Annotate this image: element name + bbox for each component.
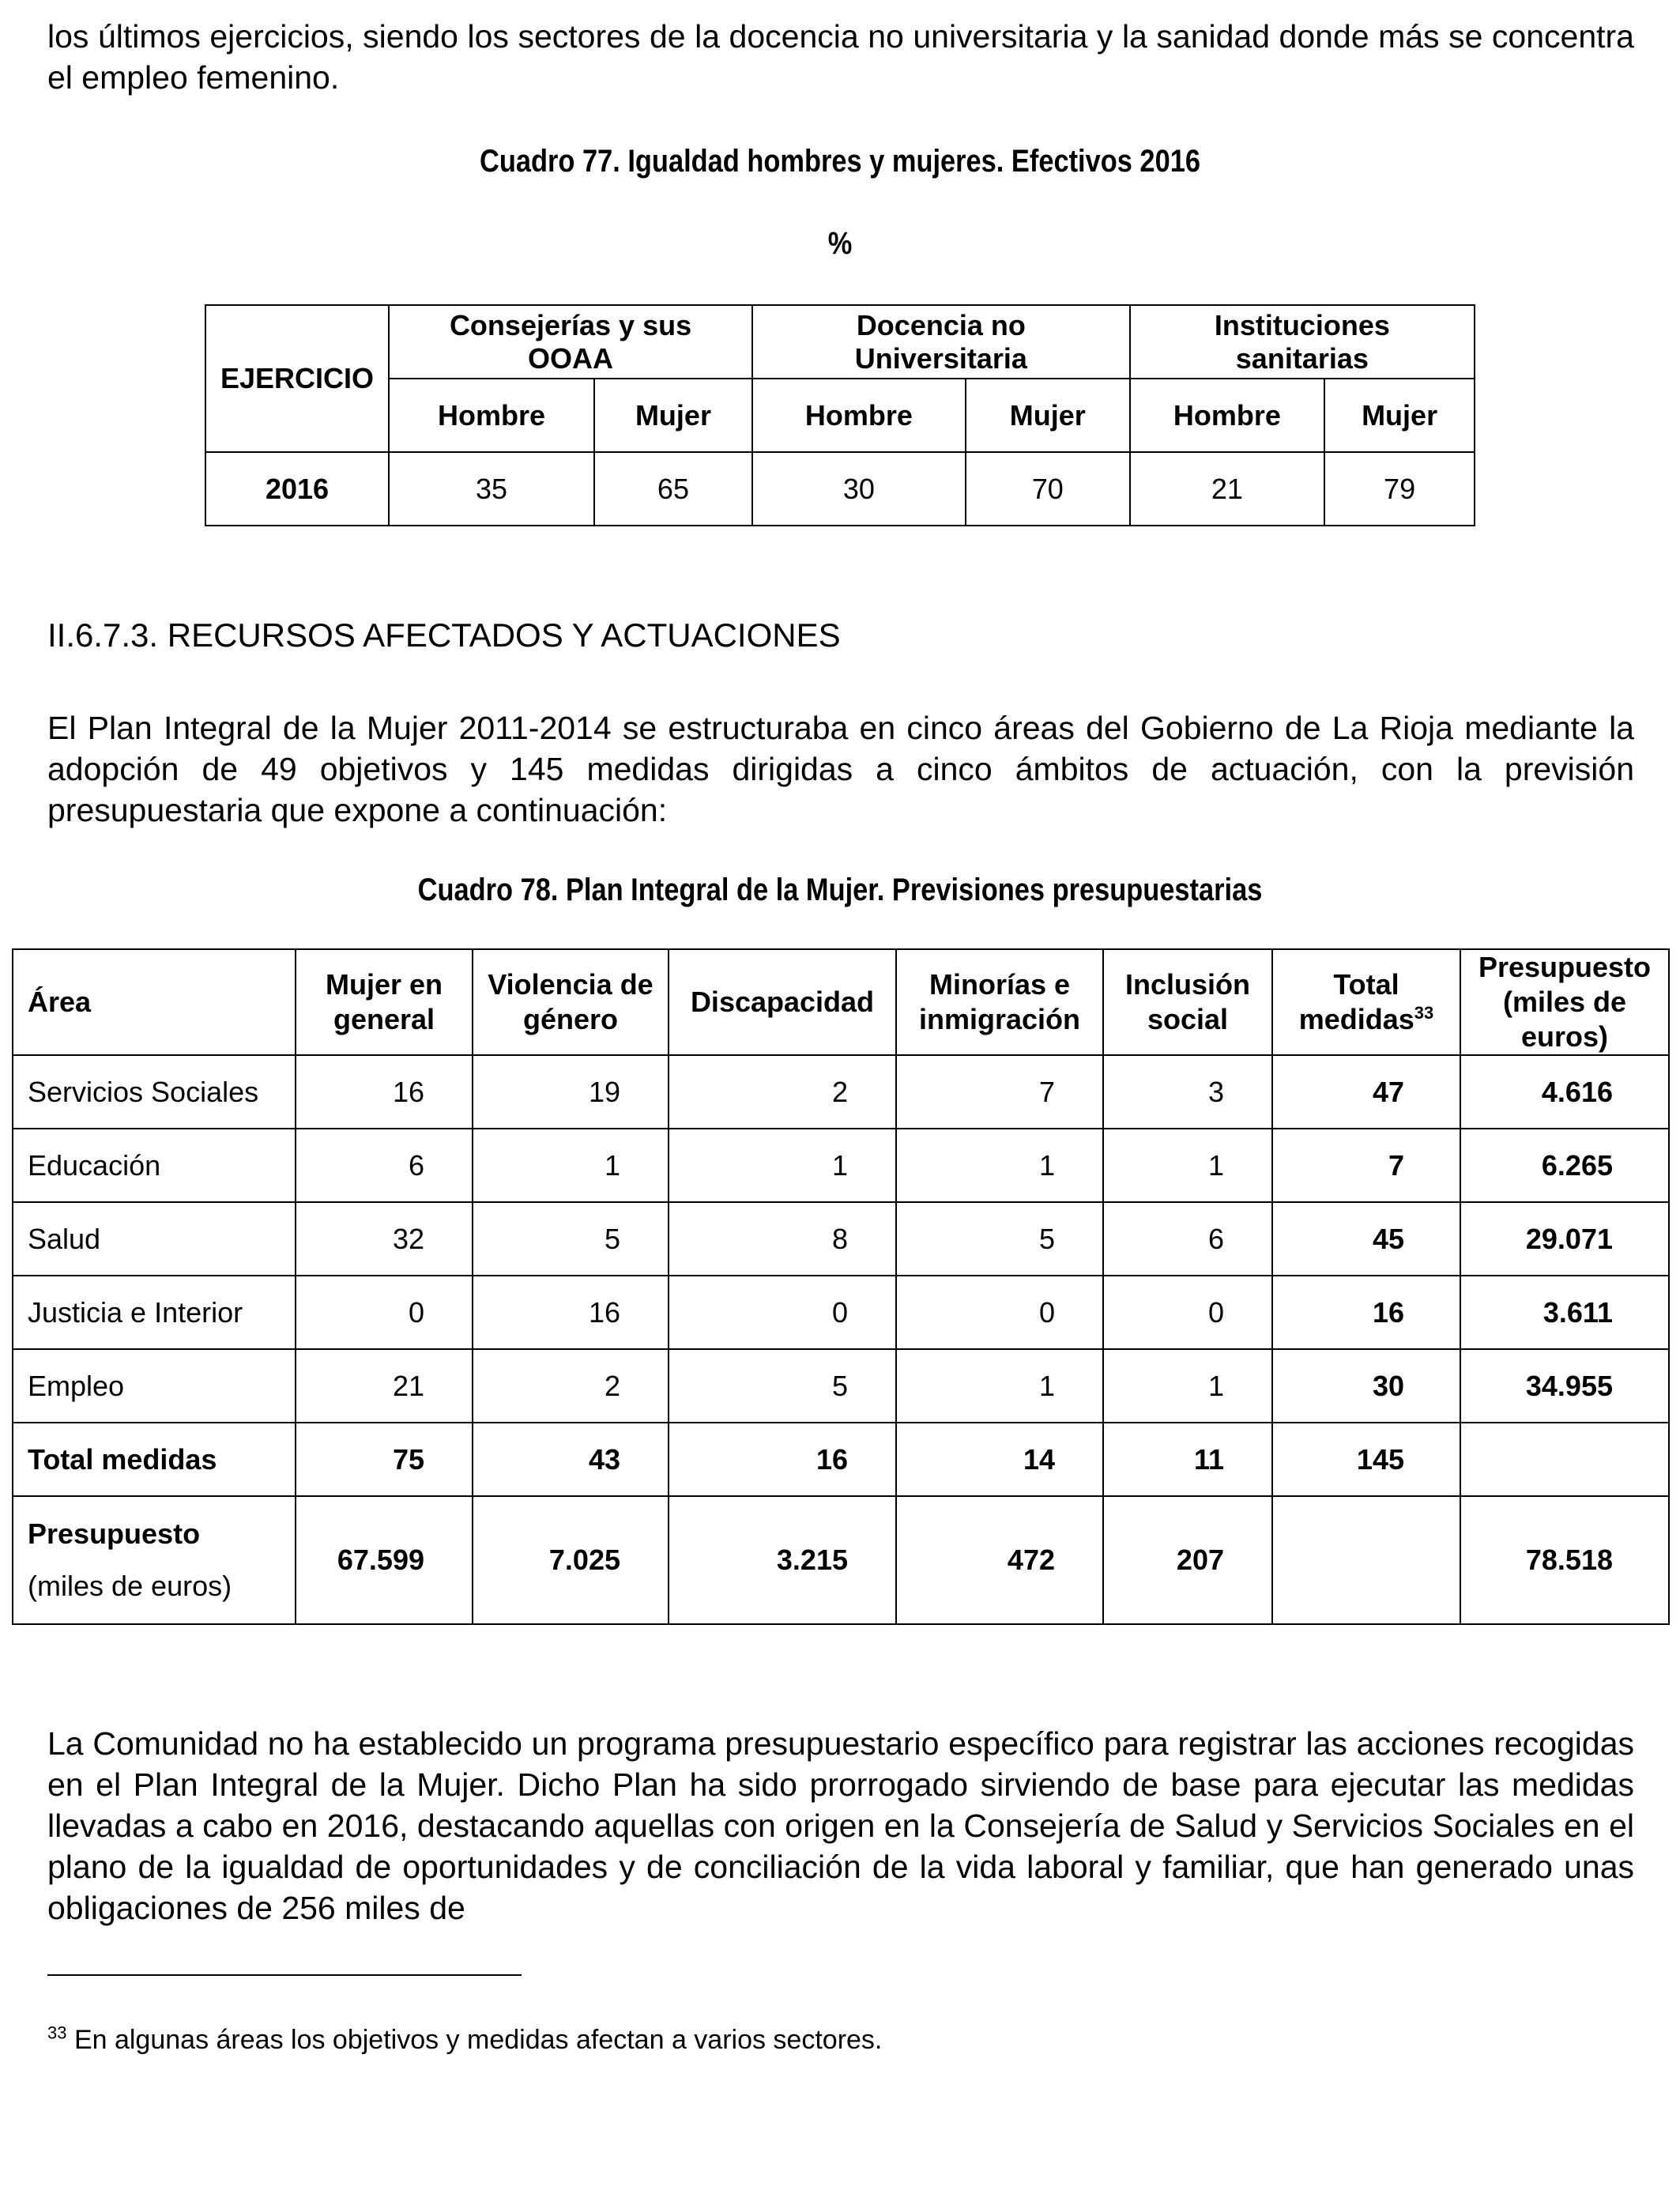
table77-group-header: Docencia no Universitaria [752, 305, 1130, 379]
table77-row-header: EJERCICIO [205, 305, 389, 452]
table78-cell: 16 [669, 1423, 896, 1496]
table78-presupuesto: 78.518 [1460, 1496, 1669, 1624]
table77-cell: 79 [1324, 452, 1475, 526]
table78-header-minorias: Minorías e inmigración [896, 949, 1103, 1055]
table78-total: 7 [1272, 1129, 1460, 1202]
table78 [12, 948, 1670, 1625]
table78-cell: 21 [296, 1349, 473, 1423]
table78-area: Salud [13, 1202, 296, 1276]
table78-presupuesto: 3.611 [1460, 1276, 1669, 1349]
table78-cell: 2 [473, 1349, 669, 1423]
table78-cell: 1 [1103, 1349, 1272, 1423]
table77-cell: 35 [389, 452, 594, 526]
table78-header-inclusion: Inclusión social [1103, 949, 1272, 1055]
table78-cell: 207 [1103, 1496, 1272, 1624]
table78-area: Justicia e Interior [13, 1276, 296, 1349]
table78-cell: 0 [669, 1276, 896, 1349]
table78-cell: 16 [473, 1276, 669, 1349]
table78-header-presupuesto: Presupuesto (miles de euros) [1460, 949, 1669, 1055]
table78-cell: 0 [1103, 1276, 1272, 1349]
table78-header-area: Área [13, 949, 296, 1055]
table77-sub-header: Mujer [1324, 379, 1475, 452]
table78-cell: 3 [1103, 1055, 1272, 1129]
table-row [13, 1129, 1669, 1202]
table78-cell: 11 [1103, 1423, 1272, 1496]
table-row [205, 452, 1475, 526]
paragraph-comunidad: La Comunidad no ha establecido un programa presupuestario específico para registrar las acciones recogidas en el Plan Integral de la Mujer. Dicho Plan ha sido prorrogado sirviendo de base para ejecutar las medidas llevadas a cabo en 2016, destacando aquellas con origen en la Consejería de Salud y Servicios Sociales en el plano de la igualdad de oportunidades y de conciliación de la vida laboral y familiar, que han generado unas obligaciones de 256 miles de [47, 1725, 1634, 1926]
footnote [47, 2022, 883, 2056]
table78-cell: 14 [896, 1423, 1103, 1496]
table77-sub-header: Hombre [389, 379, 594, 452]
intro-paragraph: los últimos ejercicios, siendo los sectores de la docencia no universitaria y la sanidad donde más se concentra el empleo femenino. [47, 18, 1634, 96]
table78-presupuesto: 4.616 [1460, 1055, 1669, 1129]
table77-group-header: Instituciones sanitarias [1130, 305, 1475, 379]
table78-total: 47 [1272, 1055, 1460, 1129]
table78-cell: 32 [296, 1202, 473, 1276]
table77-year: 2016 [205, 452, 389, 526]
table78-cell: 1 [669, 1129, 896, 1202]
table78-total-label: Total medidas [13, 1423, 296, 1496]
table78-presupuesto: 6.265 [1460, 1129, 1669, 1202]
table78-header-discapacidad: Discapacidad [669, 949, 896, 1055]
footnote-text: En algunas áreas los objetivos y medidas afectan a varios sectores. [73, 2025, 883, 2055]
table77-cell: 65 [594, 452, 752, 526]
table78-cell: 1 [473, 1129, 669, 1202]
footnote-number: 33 [47, 2022, 67, 2043]
table-row [13, 1349, 1669, 1423]
table78-cell: 6 [1103, 1202, 1272, 1276]
table78-cell: 6 [296, 1129, 473, 1202]
table-row [13, 1276, 1669, 1349]
table-row [13, 1202, 1669, 1276]
table78-total: 30 [1272, 1349, 1460, 1423]
table78-cell: 16 [296, 1055, 473, 1129]
table78-header-total-label: Total medidas [1298, 968, 1414, 1035]
table78-cell: 8 [669, 1202, 896, 1276]
table77-sub-header: Mujer [594, 379, 752, 452]
table77-sub-header: Mujer [966, 379, 1130, 452]
table78-cell: 3.215 [669, 1496, 896, 1624]
table77-caption: Cuadro 77. Igualdad hombres y mujeres. Efectivos 2016 [480, 144, 1200, 179]
table78-cell: 5 [669, 1349, 896, 1423]
table78-header-violencia: Violencia de género [473, 949, 669, 1055]
table77-cell: 30 [752, 452, 966, 526]
table77-sub-header: Hombre [1130, 379, 1324, 452]
table78-cell: 7.025 [473, 1496, 669, 1624]
table78-total [1272, 1496, 1460, 1624]
table-row [13, 1055, 1669, 1129]
table78-cell: 1 [1103, 1129, 1272, 1202]
footnote-ref: 33 [1414, 1003, 1434, 1023]
table78-cell: 472 [896, 1496, 1103, 1624]
table77 [205, 304, 1475, 526]
table78-cell: 1 [896, 1349, 1103, 1423]
footnote-divider [47, 1974, 522, 1976]
table78-area: Servicios Sociales [13, 1055, 296, 1129]
table78-presupuesto: 29.071 [1460, 1202, 1669, 1276]
table-row-total [13, 1423, 1669, 1496]
table78-cell: 0 [296, 1276, 473, 1349]
section-heading: II.6.7.3. RECURSOS AFECTADOS Y ACTUACIONES [47, 616, 841, 654]
table78-cell: 7 [896, 1055, 1103, 1129]
table78-total: 16 [1272, 1276, 1460, 1349]
table78-cell: 75 [296, 1423, 473, 1496]
table78-presupuesto: 34.955 [1460, 1349, 1669, 1423]
table78-cell: 43 [473, 1423, 669, 1496]
table77-group-header: Consejerías y sus OOAA [389, 305, 752, 379]
table78-cell: 0 [896, 1276, 1103, 1349]
table78-budget-label [13, 1496, 296, 1624]
budget-label-unit: (miles de euros) [28, 1570, 232, 1602]
table77-unit: % [827, 226, 853, 261]
table78-area: Empleo [13, 1349, 296, 1423]
table78-area: Educación [13, 1129, 296, 1202]
table78-total: 145 [1272, 1423, 1460, 1496]
table77-sub-header: Hombre [752, 379, 966, 452]
table78-caption: Cuadro 78. Plan Integral de la Mujer. Previsiones presupuestarias [417, 873, 1263, 907]
table78-header-total [1272, 949, 1460, 1055]
table78-cell: 5 [473, 1202, 669, 1276]
table78-cell: 5 [896, 1202, 1103, 1276]
table78-cell: 67.599 [296, 1496, 473, 1624]
paragraph-plan: El Plan Integral de la Mujer 2011-2014 se estructuraba en cinco áreas del Gobierno de La Rioja mediante la adopción de 49 objetivos y 145 medidas dirigidas a cinco ámbitos de actuación, con la previsión presupuestaria que expone a continuación: [47, 710, 1634, 828]
budget-label: Presupuesto [28, 1517, 201, 1550]
table-row-budget [13, 1496, 1669, 1624]
table77-cell: 21 [1130, 452, 1324, 526]
table78-header-mujer: Mujer en general [296, 949, 473, 1055]
table78-cell: 1 [896, 1129, 1103, 1202]
table77-cell: 70 [966, 452, 1130, 526]
table78-total: 45 [1272, 1202, 1460, 1276]
table78-presupuesto [1460, 1423, 1669, 1496]
table78-cell: 2 [669, 1055, 896, 1129]
table78-cell: 19 [473, 1055, 669, 1129]
